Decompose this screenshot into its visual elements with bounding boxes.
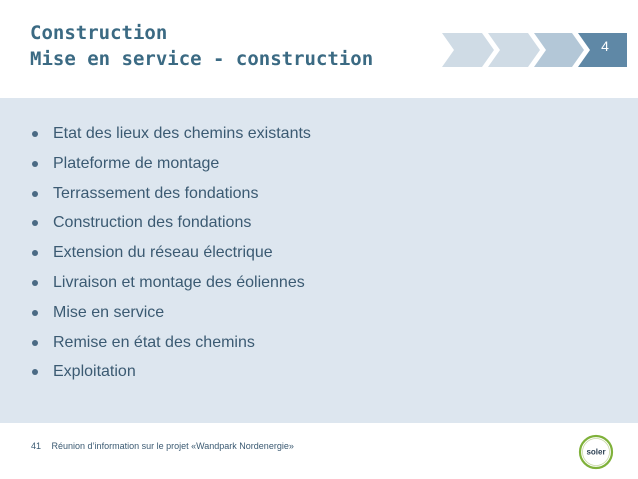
bullet-list — [31, 119, 311, 387]
progress-chevron-3 — [534, 33, 584, 67]
bullet-icon — [32, 191, 38, 197]
bullet-item: Etat des lieux des chemins existants — [31, 119, 311, 149]
title-line-2: Mise en service - construction — [30, 48, 374, 70]
bullet-item: Livraison et montage des éoliennes — [31, 268, 311, 298]
bullet-item: Terrassement des fondations — [31, 179, 311, 209]
footer — [31, 441, 294, 451]
footer-text: Réunion d’information sur le projet «Wandpark Nordenergie» — [51, 441, 294, 451]
progress-chevron-1 — [442, 33, 494, 67]
bullet-item: Extension du réseau électrique — [31, 238, 311, 268]
bullet-item: Remise en état des chemins — [31, 328, 311, 358]
title-line-1: Construction — [30, 22, 168, 44]
progress-step-number: 4 — [601, 38, 609, 54]
bullet-item: Mise en service — [31, 298, 311, 328]
bullet-item: Exploitation — [31, 357, 311, 387]
bullet-icon — [32, 280, 38, 286]
svg-text:soler: soler — [586, 447, 606, 457]
content-panel — [0, 98, 638, 423]
bullet-icon — [32, 131, 38, 137]
bullet-icon — [32, 220, 38, 226]
bullet-icon — [32, 250, 38, 256]
soler-logo — [578, 434, 614, 470]
progress-chevron-2 — [488, 33, 540, 67]
bullet-item: Plateforme de montage — [31, 149, 311, 179]
bullet-item: Construction des fondations — [31, 208, 311, 238]
page-number: 41 — [31, 441, 42, 451]
bullet-icon — [32, 161, 38, 167]
bullet-icon — [32, 340, 38, 346]
slide-title — [30, 20, 373, 72]
bullet-icon — [32, 369, 38, 375]
bullet-icon — [32, 310, 38, 316]
